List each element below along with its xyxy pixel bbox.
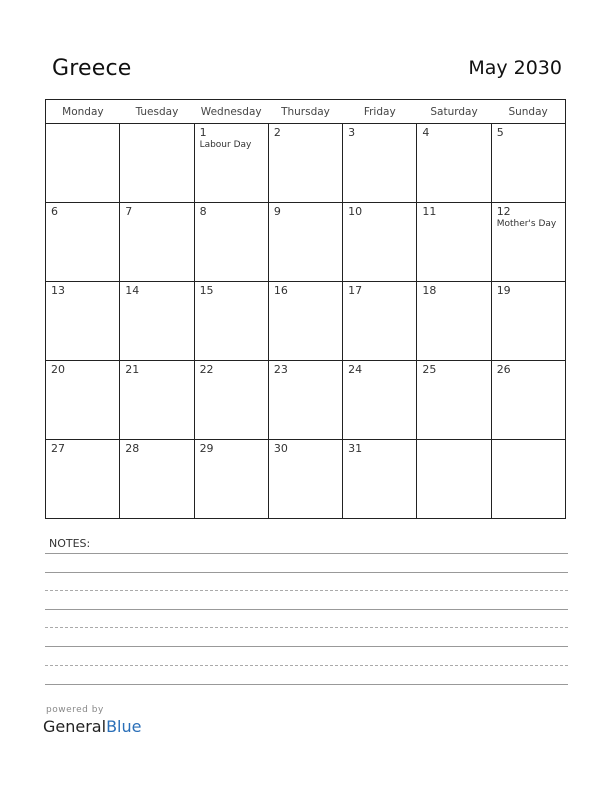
day-cell [491,124,565,203]
week-row [46,124,566,203]
day-number: 18 [422,284,437,297]
day-cell [46,282,120,361]
day-cell [120,124,194,203]
day-cell [46,203,120,282]
day-cell [268,282,342,361]
day-cell [417,282,491,361]
week-row [46,282,566,361]
day-cell [194,203,268,282]
day-number: 29 [199,442,214,455]
day-number: 5 [496,126,504,139]
generalblue-logo[interactable] [43,717,141,736]
notes-line [45,572,568,573]
notes-line [45,627,568,628]
day-number: 1 [199,126,207,139]
weekday-thursday: Thursday [268,100,342,124]
day-number: 11 [422,205,437,218]
day-number: 8 [199,205,207,218]
day-cell [343,361,417,440]
day-number: 9 [273,205,281,218]
day-number: 10 [348,205,363,218]
day-cell [194,440,268,519]
day-cell [46,361,120,440]
day-cell [268,203,342,282]
day-number: 15 [199,284,214,297]
weekday-friday: Friday [343,100,417,124]
day-number: 2 [273,126,281,139]
day-number: 27 [51,442,65,455]
weekday-wednesday: Wednesday [194,100,268,124]
day-cell [120,440,194,519]
day-number: 12 [496,205,511,218]
week-row [46,440,566,519]
day-number: 6 [51,205,58,218]
day-cell [46,440,120,519]
day-cell [417,124,491,203]
calendar-grid [45,99,566,519]
weekday-header-row [46,100,566,124]
day-number: 17 [348,284,363,297]
day-cell [417,203,491,282]
weekday-saturday: Saturday [417,100,491,124]
day-number: 7 [125,205,133,218]
day-cell [343,203,417,282]
day-number: 16 [273,284,288,297]
day-cell [343,124,417,203]
day-cell [268,124,342,203]
day-number: 31 [348,442,363,455]
notes-label: NOTES: [49,537,91,550]
day-number: 14 [125,284,140,297]
day-number: 22 [199,363,214,376]
day-cell [194,282,268,361]
day-cell [491,440,565,519]
weekday-sunday: Sunday [491,100,565,124]
day-cell [343,440,417,519]
day-cell [491,282,565,361]
day-cell [46,124,120,203]
weekday-tuesday: Tuesday [120,100,194,124]
notes-line [45,665,568,666]
notes-line [45,609,568,610]
day-cell [268,361,342,440]
day-number: 25 [422,363,437,376]
country-title: Greece [52,56,132,81]
day-cell [491,361,565,440]
notes-line [45,646,568,647]
day-cell [417,361,491,440]
day-number: 13 [51,284,65,297]
day-number: 30 [273,442,288,455]
notes-line [45,684,568,685]
day-number: 19 [496,284,511,297]
day-cell [268,440,342,519]
weekday-monday: Monday [46,100,120,124]
day-number: 26 [496,363,511,376]
day-number: 28 [125,442,140,455]
day-cell [343,282,417,361]
day-number: 21 [125,363,140,376]
day-cell [194,124,268,203]
week-row [46,203,566,282]
month-year-title: May 2030 [468,57,562,79]
day-number: 20 [51,363,65,376]
holiday-label: Labour Day [199,140,252,150]
day-number: 23 [273,363,288,376]
powered-by-text: powered by [46,705,104,715]
notes-line [45,553,568,554]
day-cell [491,203,565,282]
day-number: 4 [422,126,430,139]
holiday-label: Mother's Day [496,219,557,229]
day-cell [417,440,491,519]
week-row [46,361,566,440]
day-cell [120,203,194,282]
day-number: 24 [348,363,363,376]
day-cell [120,282,194,361]
brand-general-text: General [43,717,107,736]
day-number: 3 [348,126,356,139]
day-cell [120,361,194,440]
notes-line [45,590,568,591]
brand-blue-text: Blue [106,717,142,736]
day-cell [194,361,268,440]
